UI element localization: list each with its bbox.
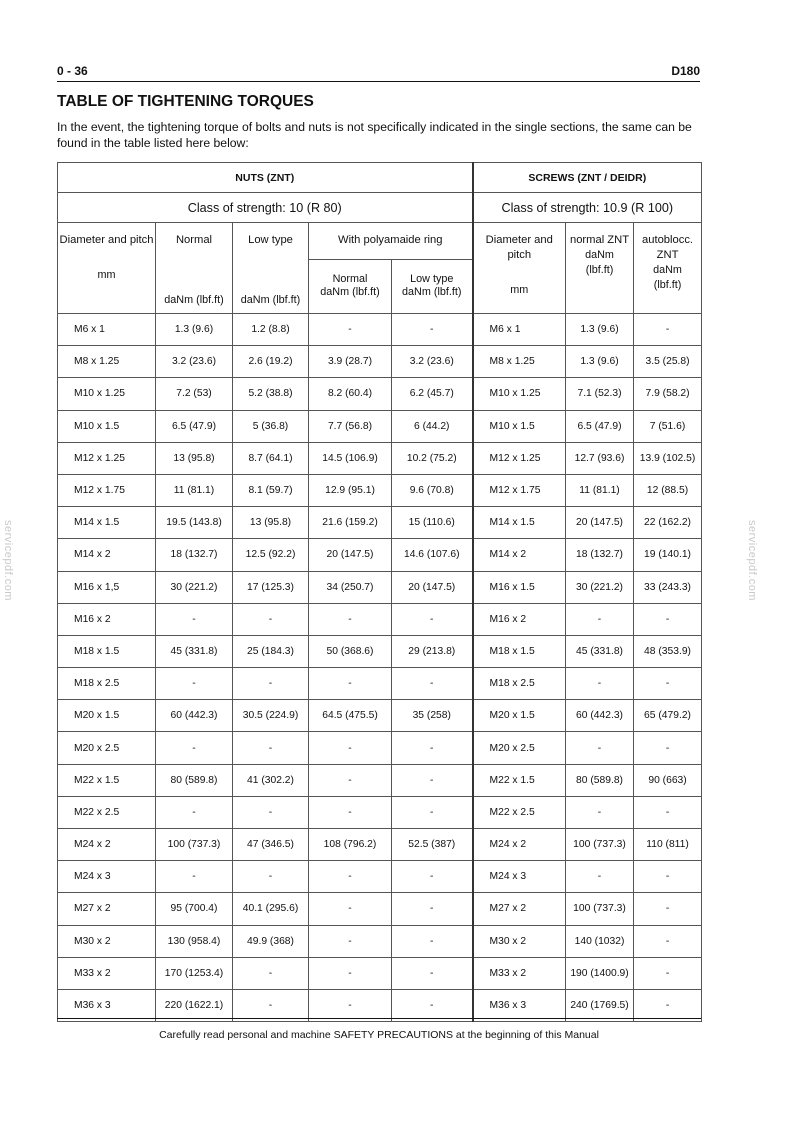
table-cell: M14 x 1.5 (473, 507, 566, 539)
table-cell: 3.9 (28.7) (309, 346, 392, 378)
table-cell: 48 (353.9) (634, 635, 702, 667)
table-cell: M18 x 2.5 (58, 668, 156, 700)
screws-class-header: Class of strength: 10.9 (R 100) (473, 193, 702, 223)
table-cell: - (634, 861, 702, 893)
table-cell: - (309, 764, 392, 796)
poly-low-type-header (392, 259, 473, 313)
table-cell: - (309, 957, 392, 989)
table-cell: 45 (331.8) (156, 635, 233, 667)
table-cell: 34 (250.7) (309, 571, 392, 603)
table-cell: 3.2 (23.6) (392, 346, 473, 378)
table-cell: M24 x 2 (58, 829, 156, 861)
nuts-class-header: Class of strength: 10 (R 80) (58, 193, 473, 223)
table-cell: M10 x 1.25 (473, 378, 566, 410)
table-cell: 5 (36.8) (233, 410, 309, 442)
table-cell: 80 (589.8) (156, 764, 233, 796)
table-cell: - (392, 957, 473, 989)
table-cell: 30.5 (224.9) (233, 700, 309, 732)
table-cell: 6 (44.2) (392, 410, 473, 442)
table-row (58, 635, 702, 667)
table-cell: M20 x 2.5 (58, 732, 156, 764)
table-cell: - (309, 989, 392, 1021)
table-cell: 18 (132.7) (566, 539, 634, 571)
table-cell: M33 x 2 (473, 957, 566, 989)
table-cell: 52.5 (387) (392, 829, 473, 861)
poly-normal-label: Normal (332, 273, 368, 286)
table-cell: 1.2 (8.8) (233, 314, 309, 346)
watermark-right: servicepdf.com (746, 520, 758, 601)
table-cell: 30 (221.2) (566, 571, 634, 603)
table-cell: - (309, 732, 392, 764)
table-row (58, 539, 702, 571)
table-cell: 20 (147.5) (566, 507, 634, 539)
table-cell: M20 x 2.5 (473, 732, 566, 764)
page-number: 0 - 36 (57, 64, 88, 78)
table-cell: 17 (125.3) (233, 571, 309, 603)
table-cell: - (233, 732, 309, 764)
table-row (58, 442, 702, 474)
table-cell: 35 (258) (392, 700, 473, 732)
page-header (57, 58, 700, 82)
table-cell: M14 x 2 (473, 539, 566, 571)
torque-table (57, 162, 702, 1022)
table-row (58, 571, 702, 603)
table-cell: - (233, 861, 309, 893)
intro-paragraph: In the event, the tightening torque of bolts and nuts is not specifically indicated in the single sections, the same can be found in the table listed here below: (57, 120, 692, 150)
table-cell: 8.7 (64.1) (233, 442, 309, 474)
table-cell: M16 x 2 (473, 603, 566, 635)
table-row (58, 700, 702, 732)
table-cell: M12 x 1.25 (58, 442, 156, 474)
table-cell: M16 x 2 (58, 603, 156, 635)
poly-low-type-unit: daNm (lbf.ft) (402, 286, 462, 299)
table-cell: M36 x 3 (473, 989, 566, 1021)
table-cell: M16 x 1.5 (473, 571, 566, 603)
table-cell: 22 (162.2) (634, 507, 702, 539)
screws-diameter-label: Diameter and pitch (485, 234, 553, 261)
table-cell: 140 (1032) (566, 925, 634, 957)
nuts-diameter-label: Diameter and pitch (59, 234, 154, 246)
table-cell: - (309, 925, 392, 957)
screws-normal-unit-a: daNm (585, 249, 614, 261)
table-row (58, 378, 702, 410)
table-cell: 60 (442.3) (156, 700, 233, 732)
table-cell: 50 (368.6) (309, 635, 392, 667)
table-cell: 100 (737.3) (566, 893, 634, 925)
table-cell: - (392, 668, 473, 700)
table-cell: 13 (95.8) (233, 507, 309, 539)
table-cell: 7.9 (58.2) (634, 378, 702, 410)
screws-normal-label: normal ZNT (569, 234, 630, 246)
nuts-low-type-unit: daNm (lbf.ft) (233, 259, 309, 313)
table-cell: 7 (51.6) (634, 410, 702, 442)
table-row (58, 474, 702, 506)
table-cell: - (392, 732, 473, 764)
table-cell: - (634, 732, 702, 764)
table-cell: - (392, 989, 473, 1021)
table-cell: M14 x 1.5 (58, 507, 156, 539)
table-cell: 18 (132.7) (156, 539, 233, 571)
table-cell: M16 x 1,5 (58, 571, 156, 603)
table-cell: - (392, 893, 473, 925)
screws-diameter-header (473, 223, 566, 314)
table-row (58, 925, 702, 957)
table-cell: - (392, 764, 473, 796)
polyamide-ring-header: With polyamaide ring (309, 223, 473, 260)
table-cell: - (634, 925, 702, 957)
table-cell: 3.5 (25.8) (634, 346, 702, 378)
screws-autoblocc-header (634, 223, 702, 314)
table-cell: - (392, 603, 473, 635)
table-cell: 20 (147.5) (309, 539, 392, 571)
table-cell: 13 (95.8) (156, 442, 233, 474)
table-cell: 90 (663) (634, 764, 702, 796)
table-cell: - (634, 603, 702, 635)
table-cell: 60 (442.3) (566, 700, 634, 732)
table-cell: - (566, 732, 634, 764)
screws-autoblocc-unit-a: daNm (653, 264, 682, 276)
table-cell: 14.6 (107.6) (392, 539, 473, 571)
table-cell: M20 x 1.5 (58, 700, 156, 732)
table-cell: 5.2 (38.8) (233, 378, 309, 410)
table-cell: - (392, 314, 473, 346)
table-cell: 19 (140.1) (634, 539, 702, 571)
table-cell: M12 x 1.25 (473, 442, 566, 474)
page-title: TABLE OF TIGHTENING TORQUES (57, 93, 314, 110)
table-cell: 19.5 (143.8) (156, 507, 233, 539)
table-cell: M22 x 2.5 (473, 796, 566, 828)
table-row (58, 764, 702, 796)
table-cell: - (233, 957, 309, 989)
table-cell: M6 x 1 (473, 314, 566, 346)
nuts-normal-header: Normal (156, 223, 233, 260)
poly-low-type-label: Low type (410, 273, 454, 286)
table-cell: 12.5 (92.2) (233, 539, 309, 571)
table-cell: 8.1 (59.7) (233, 474, 309, 506)
table-cell: 190 (1400.9) (566, 957, 634, 989)
table-cell: - (634, 796, 702, 828)
table-cell: 20 (147.5) (392, 571, 473, 603)
table-cell: 47 (346.5) (233, 829, 309, 861)
table-cell: 9.6 (70.8) (392, 474, 473, 506)
footer-divider (57, 1018, 701, 1019)
table-cell: 12.9 (95.1) (309, 474, 392, 506)
table-cell: 130 (958.4) (156, 925, 233, 957)
screws-diameter-unit: mm (510, 284, 529, 296)
table-cell: 80 (589.8) (566, 764, 634, 796)
poly-normal-unit: daNm (lbf.ft) (320, 286, 380, 299)
table-cell: M24 x 2 (473, 829, 566, 861)
table-cell: - (309, 668, 392, 700)
table-cell: - (566, 603, 634, 635)
table-cell: 41 (302.2) (233, 764, 309, 796)
table-cell: - (634, 893, 702, 925)
table-cell: - (392, 796, 473, 828)
table-row (58, 603, 702, 635)
table-cell: M12 x 1.75 (473, 474, 566, 506)
watermark-left: servicepdf.com (2, 520, 14, 601)
screws-autoblocc-unit-b: (lbf.ft) (653, 279, 682, 291)
table-cell: 6.5 (47.9) (566, 410, 634, 442)
table-cell: - (634, 989, 702, 1021)
table-cell: - (392, 861, 473, 893)
table-cell: - (233, 603, 309, 635)
table-cell: - (566, 796, 634, 828)
torque-table-body (58, 314, 702, 1022)
table-cell: - (233, 668, 309, 700)
table-cell: M14 x 2 (58, 539, 156, 571)
table-cell: - (156, 668, 233, 700)
table-cell: M10 x 1.5 (473, 410, 566, 442)
table-cell: M18 x 1.5 (473, 635, 566, 667)
screws-normal-unit-b: (lbf.ft) (585, 264, 614, 276)
table-cell: 12 (88.5) (634, 474, 702, 506)
table-cell: 7.7 (56.8) (309, 410, 392, 442)
table-cell: - (156, 796, 233, 828)
table-cell: - (156, 732, 233, 764)
table-row (58, 829, 702, 861)
table-cell: 14.5 (106.9) (309, 442, 392, 474)
table-cell: - (309, 314, 392, 346)
screws-normal-header (566, 223, 634, 314)
nuts-normal-unit: daNm (lbf.ft) (156, 259, 233, 313)
table-row (58, 861, 702, 893)
table-cell: 7.1 (52.3) (566, 378, 634, 410)
table-row (58, 314, 702, 346)
table-cell: 15 (110.6) (392, 507, 473, 539)
table-cell: 10.2 (75.2) (392, 442, 473, 474)
table-cell: 110 (811) (634, 829, 702, 861)
table-cell: M12 x 1.75 (58, 474, 156, 506)
table-cell: M10 x 1.5 (58, 410, 156, 442)
table-cell: - (233, 796, 309, 828)
table-cell: M22 x 1.5 (473, 764, 566, 796)
table-cell: 33 (243.3) (634, 571, 702, 603)
table-row (58, 732, 702, 764)
table-cell: M24 x 3 (473, 861, 566, 893)
table-cell: M22 x 1.5 (58, 764, 156, 796)
table-cell: 170 (1253.4) (156, 957, 233, 989)
screws-group-header: SCREWS (ZNT / DEIDR) (473, 163, 702, 193)
table-cell: 12.7 (93.6) (566, 442, 634, 474)
table-cell: 21.6 (159.2) (309, 507, 392, 539)
table-cell: - (156, 603, 233, 635)
table-cell: M27 x 2 (58, 893, 156, 925)
table-cell: 30 (221.2) (156, 571, 233, 603)
screws-autoblocc-label: autoblocc. ZNT (642, 234, 694, 261)
table-row (58, 796, 702, 828)
table-cell: M8 x 1.25 (58, 346, 156, 378)
table-cell: 13.9 (102.5) (634, 442, 702, 474)
table-row (58, 507, 702, 539)
table-cell: 240 (1769.5) (566, 989, 634, 1021)
table-cell: 95 (700.4) (156, 893, 233, 925)
table-cell: - (309, 893, 392, 925)
table-cell: M24 x 3 (58, 861, 156, 893)
table-cell: 25 (184.3) (233, 635, 309, 667)
table-cell: M36 x 3 (58, 989, 156, 1021)
table-cell: - (566, 861, 634, 893)
table-cell: 40.1 (295.6) (233, 893, 309, 925)
table-cell: 108 (796.2) (309, 829, 392, 861)
footer-note: Carefully read personal and machine SAFETY PRECAUTIONS at the beginning of this Manual (159, 1029, 599, 1041)
table-cell: - (156, 861, 233, 893)
table-cell: 220 (1622.1) (156, 989, 233, 1021)
nuts-diameter-unit: mm (97, 269, 116, 281)
table-cell: 2.6 (19.2) (233, 346, 309, 378)
table-row (58, 989, 702, 1021)
table-cell: 100 (737.3) (566, 829, 634, 861)
table-cell: - (634, 668, 702, 700)
table-row (58, 668, 702, 700)
table-cell: - (309, 603, 392, 635)
table-cell: 1.3 (9.6) (156, 314, 233, 346)
table-row (58, 346, 702, 378)
table-cell: 65 (479.2) (634, 700, 702, 732)
table-cell: M20 x 1.5 (473, 700, 566, 732)
table-cell: 3.2 (23.6) (156, 346, 233, 378)
table-cell: - (634, 314, 702, 346)
table-cell: - (309, 861, 392, 893)
model-code: D180 (671, 64, 700, 78)
table-row (58, 893, 702, 925)
table-cell: 7.2 (53) (156, 378, 233, 410)
table-cell: M22 x 2.5 (58, 796, 156, 828)
nuts-low-type-header: Low type (233, 223, 309, 260)
table-cell: - (233, 989, 309, 1021)
table-cell: 49.9 (368) (233, 925, 309, 957)
table-cell: M8 x 1.25 (473, 346, 566, 378)
table-cell: 11 (81.1) (156, 474, 233, 506)
table-cell: - (634, 957, 702, 989)
poly-normal-header (309, 259, 392, 313)
table-cell: 45 (331.8) (566, 635, 634, 667)
table-cell: - (392, 925, 473, 957)
table-cell: M18 x 2.5 (473, 668, 566, 700)
table-cell: 1.3 (9.6) (566, 314, 634, 346)
table-cell: 64.5 (475.5) (309, 700, 392, 732)
table-cell: 6.5 (47.9) (156, 410, 233, 442)
table-cell: M30 x 2 (473, 925, 566, 957)
nuts-diameter-header (58, 223, 156, 314)
table-row (58, 410, 702, 442)
table-cell: M18 x 1.5 (58, 635, 156, 667)
table-cell: 8.2 (60.4) (309, 378, 392, 410)
table-cell: 11 (81.1) (566, 474, 634, 506)
table-cell: 29 (213.8) (392, 635, 473, 667)
table-cell: 1.3 (9.6) (566, 346, 634, 378)
table-cell: M6 x 1 (58, 314, 156, 346)
table-cell: 100 (737.3) (156, 829, 233, 861)
table-cell: - (566, 668, 634, 700)
table-row (58, 957, 702, 989)
table-cell: M27 x 2 (473, 893, 566, 925)
table-cell: - (309, 796, 392, 828)
table-cell: M30 x 2 (58, 925, 156, 957)
table-cell: M10 x 1.25 (58, 378, 156, 410)
nuts-group-header: NUTS (ZNT) (58, 163, 473, 193)
table-cell: 6.2 (45.7) (392, 378, 473, 410)
table-cell: M33 x 2 (58, 957, 156, 989)
